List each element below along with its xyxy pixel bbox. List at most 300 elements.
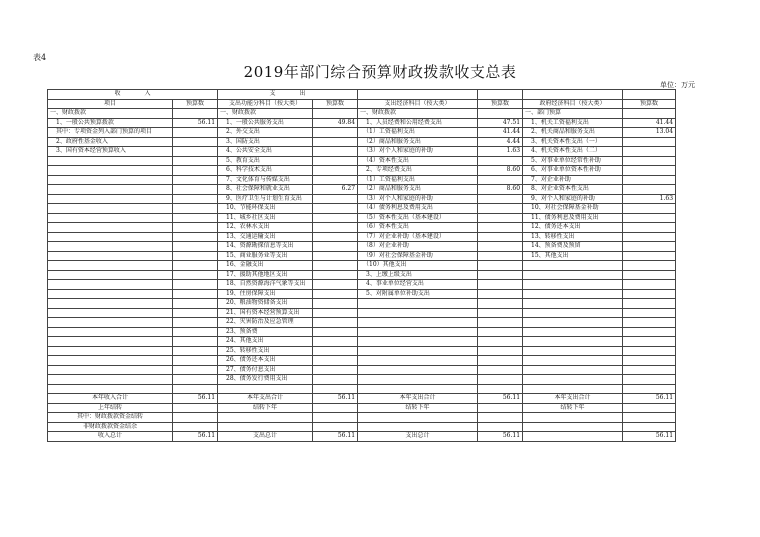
income-amount — [173, 346, 218, 356]
income-amount: 56.11 — [173, 118, 218, 128]
economic-amount — [478, 242, 523, 252]
function-amount — [313, 137, 358, 147]
function-amount — [313, 261, 358, 271]
summary-income-item: 上年结转 — [48, 403, 173, 413]
table-row — [48, 137, 676, 147]
economic-amount — [478, 232, 523, 242]
summary-gov-economic-item: 本年支出合计 — [523, 394, 623, 404]
summary-income-amount — [173, 422, 218, 432]
function-item: 8、社会保障和就业支出 — [218, 185, 313, 195]
table-row — [48, 109, 676, 119]
gov-economic-amount — [623, 280, 676, 290]
summary-economic-item — [358, 413, 478, 423]
economic-item — [358, 375, 478, 385]
income-item — [48, 251, 173, 261]
gov-economic-amount — [623, 261, 676, 271]
summary-income-item: 收入总计 — [48, 432, 173, 442]
summary-gov-economic-amount — [623, 403, 676, 413]
function-amount — [313, 308, 358, 318]
gov-economic-amount — [623, 109, 676, 119]
gov-economic-item: 11、债务利息及费用支出 — [523, 213, 623, 223]
economic-item: 5、对附属单位补助支出 — [358, 289, 478, 299]
income-item — [48, 299, 173, 309]
summary-function-item: 支出总计 — [218, 432, 313, 442]
function-item: 17、援助其他地区支出 — [218, 270, 313, 280]
income-item — [48, 289, 173, 299]
summary-function-amount — [313, 422, 358, 432]
income-item — [48, 318, 173, 328]
function-amount — [313, 213, 358, 223]
summary-economic-amount: 56.11 — [478, 432, 523, 442]
income-item: 3、国有资本经营预算收入 — [48, 147, 173, 157]
summary-economic-item: 本年支出合计 — [358, 394, 478, 404]
gov-economic-amount — [623, 204, 676, 214]
function-amount — [313, 128, 358, 138]
income-amount — [173, 289, 218, 299]
col-header-budget: 预算数 — [478, 99, 523, 109]
gov-economic-amount — [623, 242, 676, 252]
gov-economic-amount — [623, 156, 676, 166]
function-amount — [313, 147, 358, 157]
gov-economic-item — [523, 346, 623, 356]
income-item: 其中：专项资金列入部门预算的项目 — [48, 128, 173, 138]
function-item: 26、债务还本支出 — [218, 356, 313, 366]
economic-item: （6）资本性支出 — [358, 223, 478, 233]
economic-item: 3、上缴上级支出 — [358, 270, 478, 280]
economic-amount — [478, 337, 523, 347]
economic-amount — [478, 375, 523, 385]
table-row — [48, 128, 676, 138]
economic-amount — [478, 204, 523, 214]
function-amount — [313, 384, 358, 394]
income-amount — [173, 175, 218, 185]
income-amount — [173, 166, 218, 176]
function-amount — [313, 375, 358, 385]
function-item: 2、外交支出 — [218, 128, 313, 138]
income-amount — [173, 156, 218, 166]
table-row — [48, 232, 676, 242]
function-item: 5、教育支出 — [218, 156, 313, 166]
income-amount — [173, 109, 218, 119]
gov-economic-amount — [623, 337, 676, 347]
gov-economic-item: 1、机关工资福利支出 — [523, 118, 623, 128]
economic-amount — [478, 318, 523, 328]
gov-economic-item: 3、机关资本性支出（一） — [523, 137, 623, 147]
income-amount — [173, 308, 218, 318]
summary-row — [48, 394, 676, 404]
table-row — [48, 289, 676, 299]
function-amount — [313, 356, 358, 366]
function-amount — [313, 204, 358, 214]
summary-gov-economic-amount — [623, 422, 676, 432]
table-row — [48, 346, 676, 356]
function-amount — [313, 242, 358, 252]
income-item — [48, 185, 173, 195]
gov-economic-item: 14、预备费及预留 — [523, 242, 623, 252]
income-amount — [173, 261, 218, 271]
economic-item: （5）资本性支出（基本建设） — [358, 213, 478, 223]
summary-gov-economic-item — [523, 432, 623, 442]
table-row — [48, 194, 676, 204]
economic-amount — [478, 308, 523, 318]
summary-economic-item — [358, 422, 478, 432]
table-row — [48, 156, 676, 166]
summary-row — [48, 432, 676, 442]
table-row — [48, 308, 676, 318]
income-amount — [173, 299, 218, 309]
summary-income-amount: 56.11 — [173, 432, 218, 442]
gov-economic-item: 13、转移性支出 — [523, 232, 623, 242]
economic-item — [358, 384, 478, 394]
gov-economic-amount — [623, 147, 676, 157]
gov-economic-amount — [623, 375, 676, 385]
function-item: 6、科学技术支出 — [218, 166, 313, 176]
economic-item — [358, 327, 478, 337]
summary-economic-amount — [478, 403, 523, 413]
expense-section-header: 支 出 — [218, 90, 358, 100]
economic-item — [358, 308, 478, 318]
economic-amount — [478, 327, 523, 337]
economic-item: 4、事业单位经营支出 — [358, 280, 478, 290]
summary-gov-economic-item: 结转下年 — [523, 403, 623, 413]
function-item: 18、自然资源海洋气象等支出 — [218, 280, 313, 290]
economic-amount — [478, 175, 523, 185]
income-amount — [173, 204, 218, 214]
function-amount — [313, 365, 358, 375]
income-amount — [173, 270, 218, 280]
budget-table — [47, 89, 676, 442]
income-item — [48, 384, 173, 394]
income-item — [48, 166, 173, 176]
economic-item: （3）对个人和家庭的补助 — [358, 147, 478, 157]
income-item — [48, 327, 173, 337]
function-item: 11、城乡社区支出 — [218, 213, 313, 223]
economic-amount: 8.60 — [478, 185, 523, 195]
table-row — [48, 147, 676, 157]
summary-function-amount — [313, 413, 358, 423]
income-amount — [173, 327, 218, 337]
table-row — [48, 384, 676, 394]
col-header-item: 项目 — [48, 99, 173, 109]
income-amount — [173, 223, 218, 233]
function-amount — [313, 280, 358, 290]
economic-item: （7）对企业补助（基本建设） — [358, 232, 478, 242]
economic-amount — [478, 156, 523, 166]
summary-row — [48, 403, 676, 413]
economic-item: （8）对企业补助 — [358, 242, 478, 252]
gov-economic-item — [523, 280, 623, 290]
function-item: 22、灾害防治及应急管理 — [218, 318, 313, 328]
income-amount — [173, 337, 218, 347]
income-amount — [173, 194, 218, 204]
column-header-row — [48, 99, 676, 109]
function-amount: 6.27 — [313, 185, 358, 195]
economic-item — [358, 346, 478, 356]
economic-amount — [478, 365, 523, 375]
function-amount — [313, 156, 358, 166]
function-item: 10、节能环保支出 — [218, 204, 313, 214]
economic-amount: 4.44 — [478, 137, 523, 147]
table-row — [48, 251, 676, 261]
summary-income-item: 本年收入合计 — [48, 394, 173, 404]
table-row — [48, 318, 676, 328]
income-item — [48, 261, 173, 271]
economic-amount: 47.51 — [478, 118, 523, 128]
economic-item: 1、人员经费和公用经费支出 — [358, 118, 478, 128]
table-row — [48, 365, 676, 375]
economic-amount — [478, 299, 523, 309]
function-amount — [313, 337, 358, 347]
function-amount — [313, 299, 358, 309]
page-title: 2019年部门综合预算财政拨款收支总表 — [243, 63, 517, 81]
economic-item: （1）工资福利支出 — [358, 128, 478, 138]
income-amount — [173, 356, 218, 366]
economic-item: （2）商品和服务支出 — [358, 137, 478, 147]
summary-income-amount: 56.11 — [173, 394, 218, 404]
summary-function-item — [218, 422, 313, 432]
gov-economic-item — [523, 308, 623, 318]
function-item — [218, 384, 313, 394]
summary-gov-economic-item — [523, 413, 623, 423]
income-amount — [173, 365, 218, 375]
income-amount — [173, 251, 218, 261]
gov-economic-item: 4、机关资本性支出（二） — [523, 147, 623, 157]
economic-item — [358, 299, 478, 309]
gov-economic-amount — [623, 137, 676, 147]
function-item: 19、住房保障支出 — [218, 289, 313, 299]
economic-item: （10）其他支出 — [358, 261, 478, 271]
table-row — [48, 375, 676, 385]
function-item: 1、一般公共服务支出 — [218, 118, 313, 128]
table-row — [48, 270, 676, 280]
summary-function-amount: 56.11 — [313, 432, 358, 442]
summary-economic-amount — [478, 413, 523, 423]
gov-economic-amount — [623, 251, 676, 261]
function-item: 一、财政拨款 — [218, 109, 313, 119]
economic-amount — [478, 251, 523, 261]
income-amount — [173, 213, 218, 223]
table-row — [48, 337, 676, 347]
summary-function-item: 本年支出合计 — [218, 394, 313, 404]
gov-economic-item — [523, 365, 623, 375]
income-amount — [173, 185, 218, 195]
economic-amount — [478, 194, 523, 204]
function-amount — [313, 109, 358, 119]
table-row — [48, 204, 676, 214]
summary-gov-economic-amount — [623, 413, 676, 423]
gov-economic-amount — [623, 346, 676, 356]
gov-economic-amount — [623, 270, 676, 280]
gov-economic-item — [523, 356, 623, 366]
gov-economic-item — [523, 327, 623, 337]
function-item: 16、金融支出 — [218, 261, 313, 271]
function-item: 25、转移性支出 — [218, 346, 313, 356]
economic-item: （4）债务利息及费用支出 — [358, 204, 478, 214]
gov-economic-amount — [623, 384, 676, 394]
gov-economic-item: 2、机关商品和服务支出 — [523, 128, 623, 138]
col-header-budget: 预算数 — [173, 99, 218, 109]
gov-economic-item: 6、对事业单位资本性补助 — [523, 166, 623, 176]
gov-economic-amount: 1.63 — [623, 194, 676, 204]
summary-function-amount: 56.11 — [313, 394, 358, 404]
economic-amount — [478, 261, 523, 271]
economic-item: （3）对个人和家庭的补助 — [358, 194, 478, 204]
function-item: 7、文化体育与传媒支出 — [218, 175, 313, 185]
summary-economic-amount: 56.11 — [478, 394, 523, 404]
gov-economic-item: 10、对社会保障基金补助 — [523, 204, 623, 214]
gov-economic-amount — [623, 365, 676, 375]
economic-amount — [478, 289, 523, 299]
income-item — [48, 213, 173, 223]
table-row — [48, 185, 676, 195]
table-row — [48, 327, 676, 337]
income-item — [48, 375, 173, 385]
income-item — [48, 194, 173, 204]
income-amount — [173, 280, 218, 290]
income-section-header: 收 入 — [48, 90, 218, 100]
gov-economic-amount — [623, 318, 676, 328]
income-item — [48, 175, 173, 185]
summary-income-amount — [173, 413, 218, 423]
table-row — [48, 280, 676, 290]
economic-item: 一、财政拨款 — [358, 109, 478, 119]
table-row — [48, 356, 676, 366]
income-item — [48, 242, 173, 252]
table-row — [48, 223, 676, 233]
table-row — [48, 118, 676, 128]
income-item — [48, 270, 173, 280]
function-item: 15、商业服务业等支出 — [218, 251, 313, 261]
col-header-gov-economic: 政府经济科目（按大类） — [523, 99, 623, 109]
summary-function-item: 结转下年 — [218, 403, 313, 413]
income-item — [48, 365, 173, 375]
gov-economic-amount — [623, 289, 676, 299]
gov-economic-amount — [623, 166, 676, 176]
gov-economic-item — [523, 299, 623, 309]
summary-function-item — [218, 413, 313, 423]
summary-gov-economic-amount: 56.11 — [623, 394, 676, 404]
gov-economic-item: 一、部门预算 — [523, 109, 623, 119]
economic-item: （9）对社会保障基金补助 — [358, 251, 478, 261]
economic-amount: 1.63 — [478, 147, 523, 157]
gov-economic-amount — [623, 213, 676, 223]
summary-function-amount — [313, 403, 358, 413]
economic-item — [358, 337, 478, 347]
summary-row — [48, 422, 676, 432]
economic-amount — [478, 223, 523, 233]
gov-economic-item: 7、对企业补助 — [523, 175, 623, 185]
income-amount — [173, 137, 218, 147]
section-header-row — [48, 90, 676, 100]
economic-item: （4）资本性支出 — [358, 156, 478, 166]
income-amount — [173, 232, 218, 242]
function-item: 20、粮油物资储备支出 — [218, 299, 313, 309]
table-row — [48, 213, 676, 223]
economic-amount — [478, 270, 523, 280]
function-item: 14、资源勘探信息等支出 — [218, 242, 313, 252]
function-amount — [313, 318, 358, 328]
gov-economic-item — [523, 318, 623, 328]
summary-economic-item: 支出总计 — [358, 432, 478, 442]
summary-income-item: 非财政拨款资金结余 — [48, 422, 173, 432]
gov-economic-amount — [623, 175, 676, 185]
function-item: 9、医疗卫生与计划生育支出 — [218, 194, 313, 204]
function-amount — [313, 251, 358, 261]
gov-economic-item: 15、其他支出 — [523, 251, 623, 261]
function-amount — [313, 194, 358, 204]
function-item: 4、公共安全支出 — [218, 147, 313, 157]
summary-gov-economic-item — [523, 422, 623, 432]
gov-economic-item — [523, 289, 623, 299]
income-item: 一、财政拨款 — [48, 109, 173, 119]
income-item — [48, 308, 173, 318]
gov-economic-amount — [623, 327, 676, 337]
income-amount — [173, 318, 218, 328]
table-row — [48, 242, 676, 252]
gov-economic-item: 5、对事业单位经常性补助 — [523, 156, 623, 166]
function-amount — [313, 232, 358, 242]
gov-economic-amount — [623, 232, 676, 242]
function-amount — [313, 223, 358, 233]
function-item: 3、国防支出 — [218, 137, 313, 147]
economic-amount — [478, 109, 523, 119]
summary-income-item: 其中：财政拨款资金结转 — [48, 413, 173, 423]
function-amount — [313, 289, 358, 299]
gov-economic-item — [523, 270, 623, 280]
col-header-budget: 预算数 — [313, 99, 358, 109]
function-amount — [313, 346, 358, 356]
gov-economic-amount — [623, 356, 676, 366]
economic-amount — [478, 346, 523, 356]
gov-economic-amount — [623, 299, 676, 309]
income-item: 2、政府性基金收入 — [48, 137, 173, 147]
income-amount — [173, 147, 218, 157]
income-item — [48, 356, 173, 366]
function-amount — [313, 166, 358, 176]
function-item: 27、债务付息支出 — [218, 365, 313, 375]
income-item — [48, 346, 173, 356]
economic-item — [358, 356, 478, 366]
economic-item: （2）商品和服务支出 — [358, 185, 478, 195]
income-item — [48, 223, 173, 233]
function-item: 13、交通运输支出 — [218, 232, 313, 242]
gov-economic-item: 12、债务还本支出 — [523, 223, 623, 233]
gov-economic-item — [523, 337, 623, 347]
economic-amount — [478, 280, 523, 290]
function-item: 12、农林水支出 — [218, 223, 313, 233]
income-item — [48, 337, 173, 347]
economic-amount — [478, 384, 523, 394]
economic-item — [358, 318, 478, 328]
table-row — [48, 166, 676, 176]
economic-item: 2、专项经费支出 — [358, 166, 478, 176]
gov-economic-amount: 13.04 — [623, 128, 676, 138]
economic-item: （1）工资福利支出 — [358, 175, 478, 185]
summary-row — [48, 413, 676, 423]
income-amount — [173, 384, 218, 394]
table-row — [48, 261, 676, 271]
function-amount — [313, 327, 358, 337]
gov-economic-item — [523, 384, 623, 394]
income-item — [48, 280, 173, 290]
summary-income-amount — [173, 403, 218, 413]
gov-economic-item — [523, 375, 623, 385]
col-header-function: 支出功能分科目（按大类） — [218, 99, 313, 109]
economic-amount: 41.44 — [478, 128, 523, 138]
income-amount — [173, 128, 218, 138]
gov-economic-amount — [623, 185, 676, 195]
economic-amount: 8.60 — [478, 166, 523, 176]
